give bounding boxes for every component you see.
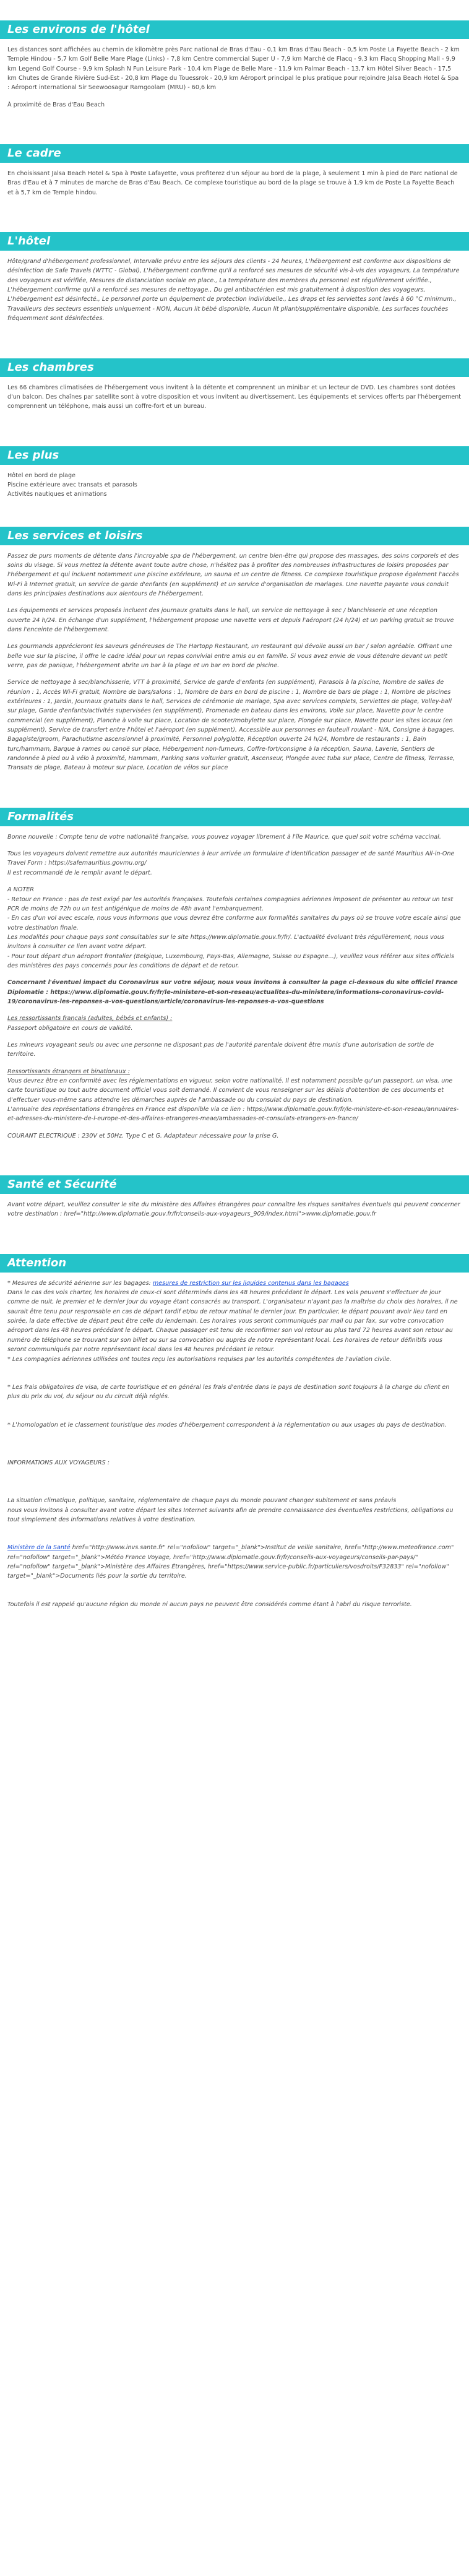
section-formalites <box>0 826 469 1141</box>
sante-text: Avant votre départ, veuillez consulter le site du ministère des Affaires étrangères pour connaître les risques sanitaires éventuels qui peuvent concerner votre destination : href="http://www.diplomatie.gouv.fr/fr/conseils-aux-voyageurs_909/index.html">www.diplomatie.gouv.fr <box>7 1201 460 1218</box>
formalites-foreign-directory: L'annuaire des représentations étrangères en France est disponible via ce lien : https://www.diplomatie.gouv.fr/fr/le-ministere-et-son-reseau/annuaires-et-adresses-du-ministere-de-l-europe-et-des-affaires-etrangeres-meae/ambassades-et-consulats-etrangers-en-france/ <box>7 1106 459 1123</box>
formalites-note-line: - En cas d'un vol avec escale, nous vous informons que vous devrez être conforme aux formalités sanitaires du pays où se trouve votre escale ainsi que votre destination finale. <box>7 915 461 931</box>
liquids-restriction-link[interactable]: mesures de restriction sur les liquides contenus dans les bagages <box>152 1279 349 1287</box>
section-title-plus: Les plus <box>0 446 469 465</box>
section-title-formalites: Formalités <box>0 808 469 826</box>
section-services <box>0 545 469 773</box>
formalites-french-text: Passeport obligatoire en cours de validité. <box>7 1024 133 1032</box>
formalites-minors: Les mineurs voyageant seuls ou avec une personne ne disposant pas de l'autorité parentale doivent être munis d'une autorisation de sortie de territoire. <box>7 1041 434 1058</box>
section-plus <box>0 465 469 499</box>
section-title-environs: Les environs de l'hôtel <box>0 20 469 39</box>
attention-links-text: href="http://www.invs.sante.fr" rel="nofollow" target="_blank">Institut de veille sanitaire, href="http://www.meteofrance.com" rel="nofollow" target="_blank">Météo France Voyage, href="http://www.diplomatie.gouv.fr/fr/conseils-aux-voyageurs/conseils-par-pays/" rel="nofollow" target="_blank">Ministère des Affaires Étrangères, href="https://www.service-public.fr/particuliers/vosdroits/F32833" rel="nofollow" target="_blank">Documents liés pour la sortie du territoire. <box>7 1544 454 1580</box>
plus-item: Hôtel en bord de plage <box>7 472 76 479</box>
attention-visa-fees: * Les frais obligatoires de visa, de carte touristique et en général les frais d'entrée dans le pays de destination sont toujours à la charge du client en plus du prix du vol, du séjour ou du circuit déjà réglés. <box>7 1383 450 1401</box>
attention-airlines: * Les compagnies aériennes utilisées ont toutes reçu les autorisations requises par les autorités compétentes de l'aviation civile. <box>7 1355 392 1363</box>
attention-consult: nous vous invitons à consulter avant votre départ les sites Internet suivants afin de prendre connaissance des éventuelles restrictions, obligations ou tout simplement des informations relatives à votre destination. <box>7 1506 454 1523</box>
cadre-text: En choisissant Jalsa Beach Hotel & Spa à Poste Lafayette, vous profiterez d'un séjour au bord de la plage, à seulement 1 min à pied de Parc national de Bras d'Eau et à 7 minutes de marche de Bras d'Eau Beach. Ce complexe touristique au bord de la plage se trouve à 1,9 km de Poste La Fayette Beach et à 5,7 km de Temple hindou. <box>7 170 458 196</box>
services-spa: Passez de purs moments de détente dans l'incroyable spa de l'hébergement, un centre bien-être qui propose des massages, des soins corporels et des soins du visage. Si vous mettez la détente avant toute autre chose, n'hésitez pas à profiter des nombreuses infrastructures de loisirs proposées par l'hébergement et qui incluent notamment une piscine extérieure, un sauna et un centre de fitness. Ce complexe touristique propose également l'accès Wi-Fi à Internet gratuit, un service de garde d'enfants (en supplément) et un service d'organisation de mariages. Une navette payante vous conduit dans les principales destinations aux alentours de l'hébergement. <box>7 552 459 597</box>
section-title-attention: Attention <box>0 1254 469 1273</box>
services-equipment: Les équipements et services proposés incluent des journaux gratuits dans le hall, un service de nettoyage à sec / blanchisserie et une réception ouverte 24 h/24. En échange d'un supplément, l'hébergement propose une navette vers et depuis l'aéroport (24 h/24) et un parking gratuit se trouve dans l'enceinte de l'hébergement. <box>7 607 454 633</box>
sante-ministry-link[interactable]: Ministère de la Santé <box>7 1544 71 1552</box>
attention-climate: La situation climatique, politique, sanitaire, réglementaire de chaque pays du monde pouvant changer subitement et sans préavis <box>7 1497 397 1505</box>
section-hotel <box>0 251 469 323</box>
section-title-cadre: Le cadre <box>0 144 469 163</box>
attention-charter: Dans le cas des vols charter, les horaires de ceux-ci sont déterminés dans les 48 heures précédant le départ. Les vols peuvent s'effectuer de jour comme de nuit, le premier et le dernier jour du voyage étant consacrés au transport. L'organisateur n'ayant pas la maîtrise du choix des horaires, il ne saurait être tenu pour responsable en cas de départ tardif et/ou de retour matinal le dernier jour. En particulier, le départ pouvant avoir lieu tard en soirée, la date effective de départ peut être celle du lendemain. Les horaires vous seront communiqués par mail ou par fax, sur votre convocation aéroport dans les 48 heures précédant le départ. Chaque passager est tenu de reconfirmer son vol retour au plus tard 72 heures avant son retour au numéro de téléphone se trouvant sur son billet ou sur sa convocation ou auprès de notre représentant local. Les horaires de retour définitifs vous seront communiqués par notre représentant local dans les 48 heures précédant le retour. <box>7 1289 458 1354</box>
services-list: Service de nettoyage à sec/blanchisserie, VTT à proximité, Service de garde d'enfants (en supplément), Parasols à la piscine, Nombre de salles de réunion : 1, Accès Wi-Fi gratuit, Nombre de bars/salons : 1, Nombre de bars en bord de piscine : 1, Nombre de bars de plage : 1, Nombre de piscines extérieures : 1, Jardin, Journaux gratuits dans le hall, Services de cérémonie de mariage, Spa avec services complets, Serviettes de plage, Volley-ball sur plage, Garde d'enfants/activités supervisées (en supplément), Promenade en bateau dans les environs, Voile sur place, Navette pour le centre commercial (en supplément), Planche à voile sur place, Location de scooter/mobylette sur place, Plongée sur place, Navette pour les sites locaux (en supplément), Service de transfert entre l'hôtel et l'aéroport (en supplément), Accessible aux personnes en fauteuil roulant - N/A, Consigne à bagages, Bagagiste/groom, Parachutisme ascensionnel à proximité, Personnel polyglotte, Réception ouverte 24 h/24, Nombre de restaurants : 1, Bain turc/hammam, Barque à rames ou canoë sur place, Hébergement non-fumeurs, Coffre-fort/consigne à la réception, Sauna, Laverie, Sentiers de randonnée à pied ou à vélo à proximité, Hammam, Parking sans voiturier gratuit, Ascenseur, Plongée avec tuba sur place, Centre de fitness, Terrasse, Transats de plage, Bateau à moteur sur place, Location de vélos sur place <box>7 679 455 772</box>
section-chambres <box>0 377 469 412</box>
section-sante <box>0 1194 469 1219</box>
section-title-services: Les services et loisirs <box>0 527 469 545</box>
section-title-chambres: Les chambres <box>0 358 469 377</box>
chambres-text: Les 66 chambres climatisées de l'hébergement vous invitent à la détente et comprennent un minibar et un lecteur de DVD. Les chambres sont dotées d'un balcon. Des chaînes par satellite sont à votre disposition et vous invitent au divertissement. Les équipements et services offerts par l'hébergement comprennent un téléphone, mais aussi un coffre-fort et un bureau. <box>7 384 462 410</box>
section-title-sante: Santé et Sécurité <box>0 1175 469 1194</box>
formalites-good-news: Bonne nouvelle : Compte tenu de votre nationalité française, vous pouvez voyager librement à l'île Maurice, que quel soit votre schéma vaccinal. <box>7 833 441 841</box>
section-title-hotel: L'hôtel <box>0 232 469 251</box>
environs-proximity: À proximité de Bras d'Eau Beach <box>7 101 105 108</box>
section-environs <box>0 39 469 110</box>
section-cadre <box>0 163 469 197</box>
formalites-recommend: Il est recommandé de le remplir avant le départ. <box>7 869 152 876</box>
plus-item: Piscine extérieure avec transats et parasols <box>7 481 137 488</box>
formalites-note-line: - Retour en France : pas de test exigé par les autorités françaises. Toutefois certaines compagnies aériennes imposent de présenter au retour un test PCR de moins de 72h ou un test antigénique de moins de 48h avant l'embarquement. <box>7 896 454 912</box>
environs-distances: Les distances sont affichées au chemin de kilomètre près Parc national de Bras d'Eau - 0,1 km Bras d'Eau Beach - 0,5 km Poste La Fayette Beach - 2 km Temple Hindou - 5,7 km Golf Belle Mare Plage (Links) - 7,8 km Centre commercial Super U - 7,9 km Marché de Flacq - 9,3 km Flacq Shopping Mall - 9,9 km Legend Golf Course - 9,9 km Splash N Fun Leisure Park - 10,4 km Plage de Belle Mare - 11,9 km Palmar Beach - 13,7 km Hôtel Silver Beach - 17,5 km Chutes de Grande Rivière Sud-Est - 20,8 km Plage du Touessrok - 20,9 km Aéroport principal le plus pratique pour rejoindre Jalsa Beach Hotel & Spa : Aéroport international Sir Seewoosagur Ramgoolam (MRU) - 60,6 km <box>7 46 460 92</box>
attention-links <box>7 1543 462 1581</box>
formalites-note-line: Les modalités pour chaque pays sont consultables sur le site https://www.diplomatie.gouv.fr/fr/. L'actualité évoluant très régulièrement, nous vous invitons à consulter ce lien avant votre départ. <box>7 933 444 951</box>
attention-info-title: INFORMATIONS AUX VOYAGEURS : <box>7 1459 110 1466</box>
formalites-note-title: A NOTER <box>7 886 34 894</box>
formalites-french-title: Les ressortissants français (adultes, bébés et enfants) : <box>7 1015 173 1022</box>
formalites-electric: COURANT ELECTRIQUE : 230V et 50Hz. Type C et G. Adaptateur nécessaire pour la prise G. <box>7 1132 279 1139</box>
formalites-covid: Concernant l'éventuel impact du Coronavirus sur votre séjour, nous vous invitons à consulter la page ci-dessous du site officiel France Diplomatie : https://www.diplomatie.gouv.fr/fr/le-ministere-et-son-reseau/actualites-du-ministere/informations-coronavirus-covid-19/coronavirus-les-reponses-a-vos-questions/article/coronavirus-les-reponses-a-vos-questions <box>7 979 458 1005</box>
plus-item: Activités nautiques et animations <box>7 491 107 498</box>
formalites-note-line: - Pour tout départ d'un aéroport frontalier (Belgique, Luxembourg, Pays-Bas, Allemagne, Suisse ou Espagne...), veuillez vous référer aux sites officiels des ministères des pays concernés pour les conditions de départ et de retour. <box>7 953 454 969</box>
hotel-text: Hôte/grand d'hébergement professionnel, Intervalle prévu entre les séjours des clients - 24 heures, L'hébergement est conforme aux dispositions de désinfection de Safe Travels (WTTC - Global), L'hébergement confirme qu'il a renforcé ses mesures de sécurité vis-à-vis des voyageurs, La température des voyageurs est vérifiée, Mesures de distanciation sociale en place., La température des membres du personnel est régulièrement vérifiée., L'hébergement confirme qu'il a renforcé ses mesures de nettoyage., Du gel antibactérien est mis gratuitement à disposition des voyageurs, L'hébergement est désinfecté., Le personnel porte un équipement de protection individuelle., Les draps et les serviettes sont lavés à 60 °C minimum., Travailleurs des secteurs essentiels uniquement - NON, Aucun lit bébé disponible, Aucun lit pliant/supplémentaire disponible, Les surfaces touchées fréquemment sont désinfectées. <box>7 258 460 322</box>
attention-security-prefix: * Mesures de sécurité aérienne sur les bagages: <box>7 1279 153 1287</box>
formalites-foreign-text: Vous devrez être en conformité avec les réglementations en vigueur, selon votre nationalité. Il est notamment possible qu'un passeport, un visa, une carte touristique ou tout autre document officiel vous soit demandé. Il convient de vous renseigner sur les délais d'obtention de ces documents et d'effectuer vous-même sans attendre les démarches auprès de l'ambassade ou du consulat du pays de destination. <box>7 1078 453 1104</box>
formalites-foreign-title: Ressortissants étrangers et binationaux : <box>7 1068 130 1075</box>
services-restaurant: Les gourmands apprécieront les saveurs généreuses de The Hartopp Restaurant, un restaurant qui dévoile aussi un bar / salon agréable. Offrant une belle vue sur la piscine, il offre le cadre idéal pour un repas convivial entre amis ou en famille. Si vous avez envie de vous détendre devant un petit verre, pas de panique, l'hébergement abrite un bar à la plage et un bar en bord de piscine. <box>7 643 452 669</box>
formalites-form: Tous les voyageurs doivent remettre aux autorités mauriciennes à leur arrivée un formulaire d'identification passager et de santé Mauritius All-in-One Travel Form : https://safemauritius.govmu.org/ <box>7 850 455 867</box>
attention-security <box>7 1279 462 1288</box>
attention-homologation: * L'homologation et le classement touristique des modes d'hébergement correspondent à la réglementation ou aux usages du pays de destination. <box>7 1421 447 1428</box>
attention-terrorism: Toutefois il est rappelé qu'aucune région du monde ni aucun pays ne peuvent être considérés comme étant à l'abri du risque terroriste. <box>7 1601 412 1608</box>
section-attention <box>0 1273 469 1609</box>
